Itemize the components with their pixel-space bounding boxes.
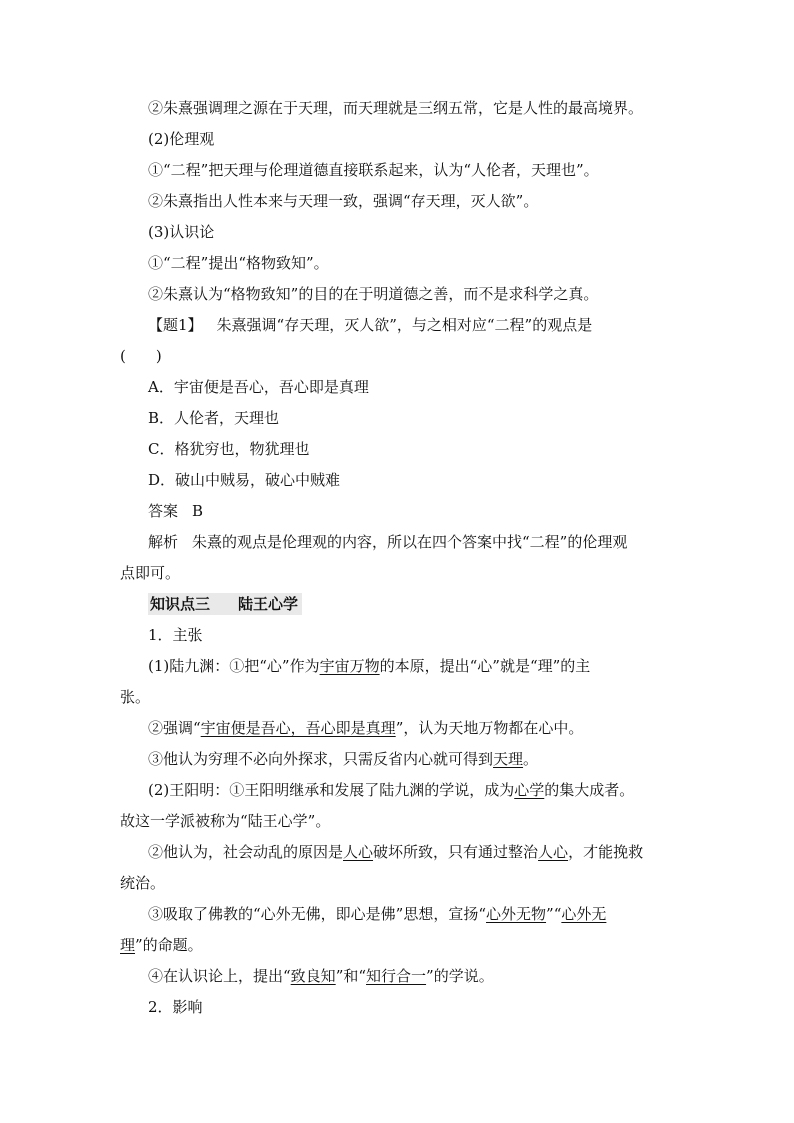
wang-underline-xinwaiwu: 心外无 (561, 905, 607, 923)
wang-line-1-cont: 故这一学派被称为“陆王心学”。 (120, 812, 331, 830)
wang-underline-zhiliangzhi: 致良知 (290, 967, 336, 985)
lu-underline-quote: 宇宙便是吾心，吾心即是真理 (200, 719, 396, 737)
wang-underline-renxin: 人心 (538, 843, 569, 861)
wang-line-3-cont (120, 935, 680, 955)
lu-text: ③他认为穷理不必向外探求，只需反省内心就可得到 (148, 750, 494, 768)
answer-value: B (192, 502, 204, 520)
wang-text: 的集大成者。 (544, 781, 635, 799)
analysis-text: 朱熹的观点是伦理观的内容，所以在四个答案中找“二程”的伦理观 (192, 533, 628, 551)
analysis-label: 解析 (148, 533, 179, 551)
lu-line-1-cont: 张。 (120, 688, 151, 706)
wang-underline-li: 理 (120, 936, 136, 954)
wang-text: ，才能挽救 (568, 843, 644, 861)
lu-text: ②强调“ (148, 719, 201, 737)
lu-text: 。 (523, 750, 539, 768)
wang-line-3 (148, 904, 708, 924)
subheading-influence: 2．影响 (148, 998, 203, 1016)
analysis-line (148, 532, 708, 552)
wang-text: ”的学说。 (426, 967, 494, 985)
answer-line (148, 501, 708, 521)
option-c: C．格犹穷也，物犹理也 (148, 440, 310, 458)
wang-text: ②他认为，社会动乱的原因是 (148, 843, 344, 861)
option-d: D．破山中贼易，破心中贼难 (148, 471, 341, 489)
wang-text: ”的命题。 (135, 936, 203, 954)
paragraph-epistemology-2: ②朱熹认为“格物致知”的目的在于明道德之善，而不是求科学之真。 (148, 285, 599, 303)
wang-text: (2)王阳明：①王阳明继承和发展了陆九渊的学说，成为 (148, 781, 515, 799)
paragraph-zhuxi-principle: ②朱熹强调理之源在于天理，而天理就是三纲五常，它是人性的最高境界。 (148, 99, 644, 117)
subheading-claims: 1．主张 (148, 626, 203, 644)
wang-text: ”和“ (335, 967, 367, 985)
wang-underline-zhixingheyi: 知行合一 (366, 967, 427, 985)
heading-epistemology: (3)认识论 (148, 223, 215, 241)
paragraph-ethics-1: ①“二程”把天理与伦理道德直接联系起来，认为“人伦者，天理也”。 (148, 161, 599, 179)
wang-underline-xinwaiwuwu: 心外无物 (486, 905, 547, 923)
wang-line-2-cont: 统治。 (120, 874, 166, 892)
option-a: A．宇宙便是吾心，吾心即是真理 (148, 378, 369, 396)
lu-text: 的本原，提出“心”就是“理”的主 (379, 657, 591, 675)
wang-text: ③吸取了佛教的“心外无佛，即心是佛”思想，宣扬“ (148, 905, 487, 923)
wang-text: ④在认识论上，提出“ (148, 967, 291, 985)
question-text: 朱熹强调“存天理，灭人欲”，与之相对应“二程”的观点是 (216, 316, 593, 334)
heading-ethics: (2)伦理观 (148, 130, 215, 148)
section-title: 陆王心学 (238, 595, 299, 613)
section-label: 知识点三 (150, 595, 211, 613)
lu-line-3 (148, 749, 708, 769)
question-stem (148, 315, 708, 335)
lu-underline-universe: 宇宙万物 (319, 657, 380, 675)
answer-label: 答案 (148, 502, 179, 520)
wang-line-4 (148, 966, 708, 986)
section-heading (148, 594, 708, 614)
lu-text: (1)陆九渊：①把“心”作为 (148, 657, 320, 675)
question-paren: ( ) (120, 347, 162, 365)
paragraph-epistemology-1: ①“二程”提出“格物致知”。 (148, 254, 329, 272)
analysis-line-2: 点即可。 (120, 564, 181, 582)
wang-text: ”“ (546, 905, 562, 923)
lu-line-2 (148, 718, 708, 738)
wang-underline-xinxue: 心学 (514, 781, 545, 799)
lu-text: ”，认为天地万物都在心中。 (395, 719, 584, 737)
wang-underline-renxin: 人心 (343, 843, 374, 861)
lu-underline-principle: 天理 (493, 750, 524, 768)
wang-text: 破坏所致，只有通过整治 (373, 843, 539, 861)
lu-line-1 (148, 656, 708, 676)
wang-line-2 (148, 842, 708, 862)
section-label-box (148, 593, 302, 615)
option-b: B．人伦者，天理也 (148, 409, 280, 427)
wang-line-1 (148, 780, 708, 800)
question-tag: 【题1】 (148, 316, 203, 334)
paragraph-ethics-2: ②朱熹指出人性本来与天理一致，强调“存天理，灭人欲”。 (148, 192, 539, 210)
